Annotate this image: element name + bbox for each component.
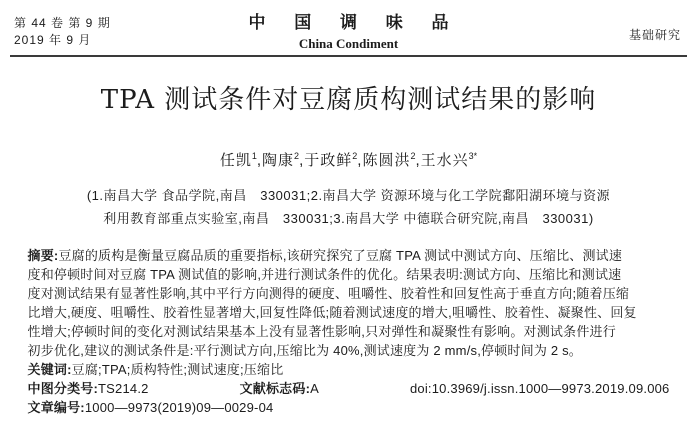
section-label: 基础研究 — [628, 28, 681, 42]
document-code — [240, 379, 319, 398]
journal-name-cn: 中 国 调 味 品 — [248, 13, 461, 32]
document-code-label: 文献标志码: — [239, 381, 311, 396]
author-name: 陈圆洪 — [362, 152, 411, 169]
author-affiliation-superscript: 2 — [352, 151, 358, 161]
article-title: TPA 测试条件对豆腐质构测试结果的影响 — [100, 85, 597, 115]
author-separator: , — [256, 152, 263, 169]
issue-volume: 第 44 卷 第 9 期 — [14, 16, 111, 30]
abstract-line — [28, 246, 670, 265]
classification-line — [28, 379, 670, 398]
journal-name — [0, 8, 697, 52]
abstract-line: 比增大,硬度、咀嚼性、胶着性显著增大,回复性降低;随着测试速度的增大,咀嚼性、胶着性、凝聚性、回复 — [27, 305, 637, 320]
author-name: 任凯 — [219, 152, 252, 169]
author — [304, 152, 357, 169]
journal-name-en: China Condiment — [298, 36, 399, 51]
abstract-label: 摘要: — [27, 248, 59, 263]
affiliation-line-2: 利用教育部重点实验室,南昌 330031;3.南昌大学 中德联合研究院,南昌 330031) — [103, 211, 594, 226]
author-name: 于政鲜 — [304, 152, 353, 169]
article-id-label: 文章编号: — [27, 400, 85, 415]
affiliation-line-1: (1.南昌大学 食品学院,南昌 330031;2.南昌大学 资源环境与化工学院鄱阳湖环境与资源 — [86, 188, 611, 203]
author-affiliation-superscript: 1 — [251, 151, 257, 161]
clc-number — [28, 379, 149, 398]
journal-masthead — [0, 0, 697, 55]
author — [362, 152, 415, 169]
issue-date: 2019 年 9 月 — [14, 33, 92, 47]
abstract-line: 性增大;停顿时间的变化对测试结果基本上没有显著性影响,只对弹性和凝聚性有影响。对测试条件进行 — [27, 324, 616, 339]
author-affiliation-superscript: 2 — [294, 151, 300, 161]
author-affiliation-superscript: 2 — [410, 151, 416, 161]
keywords-line — [28, 360, 670, 379]
abstract-block — [28, 246, 670, 417]
article-id-line — [28, 398, 670, 417]
author-affiliation-superscript: 3* — [468, 151, 478, 161]
author-line — [0, 145, 697, 172]
author-separator: , — [357, 152, 363, 169]
author-separator: , — [415, 152, 421, 169]
header-divider — [10, 55, 687, 57]
keywords-label: 关键词: — [27, 362, 72, 377]
clc-label: 中图分类号: — [27, 381, 99, 396]
doi: doi:10.3969/j.issn.1000—9973.2019.09.006 — [409, 381, 670, 396]
author — [421, 152, 478, 169]
author-separator: , — [299, 152, 305, 169]
clc-value: TS214.2 — [98, 381, 149, 396]
author — [220, 152, 257, 169]
article-id-value: 1000—9973(2019)09—0029-04 — [84, 400, 274, 415]
abstract-text: 豆腐的质构是衡量豆腐品质的重要指标,该研究探究了豆腐 TPA 测试中测试方向、压缩比、测试速 — [58, 248, 623, 263]
author — [262, 152, 299, 169]
keywords-text: 豆腐;TPA;质构特性;测试速度;压缩比 — [71, 362, 284, 377]
abstract-line: 度和停顿时间对豆腐 TPA 测试值的影响,并进行测试条件的优化。结果表明:测试方向、压缩比和测试速 — [27, 267, 622, 282]
abstract-line: 度对测试结果有显著性影响,其中平行方向测得的硬度、咀嚼性、胶着性和回复性高于垂直方向;随着压缩 — [27, 286, 630, 301]
document-code-value: A — [310, 381, 319, 396]
author-name: 陶康 — [262, 152, 295, 169]
affiliation-block — [0, 184, 697, 230]
abstract-line: 初步优化,建议的测试条件是:平行测试方向,压缩比为 40%,测试速度为 2 mm/s,停顿时间为 2 s。 — [27, 343, 582, 358]
author-name: 王水兴 — [420, 152, 469, 169]
